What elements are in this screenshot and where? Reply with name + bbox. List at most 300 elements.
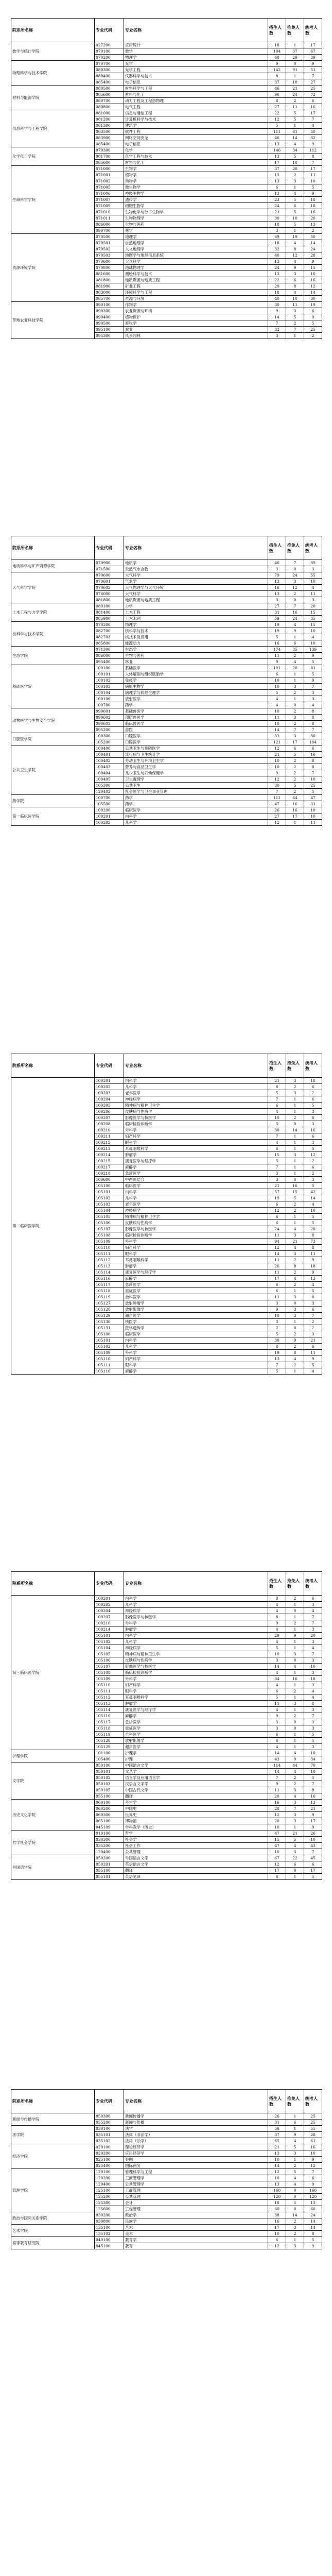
major-code: 100205 xyxy=(95,1103,124,1109)
major-code: 070601 xyxy=(95,579,124,585)
exam-count: 42 xyxy=(304,1189,322,1195)
major-code: 100102 xyxy=(95,677,124,684)
enrollment-count: 14 xyxy=(268,727,286,733)
column-header: 推免人数 xyxy=(286,2090,304,2113)
enrollment-count: 37 xyxy=(268,2132,286,2138)
enrollment-count: 7 xyxy=(268,1133,286,1140)
exam-count: 4 xyxy=(304,702,322,708)
exam-count: 9 xyxy=(304,259,322,265)
major-code: 070200 xyxy=(95,622,124,628)
exam-count: 25 xyxy=(304,783,322,789)
enrollment-count: 11 xyxy=(268,1257,286,1263)
enrollment-count: 4 xyxy=(268,1602,286,1608)
recommended-count: 1 xyxy=(286,1874,304,1880)
exam-count: 7 xyxy=(304,770,322,776)
exam-count: 24 xyxy=(304,2212,322,2218)
exam-count: 3 xyxy=(304,1670,322,1676)
major-name: 哲学 xyxy=(124,1831,268,1837)
college-name: 护理学院 xyxy=(11,1750,95,1762)
exam-count: 104 xyxy=(304,739,322,745)
enrollment-table xyxy=(11,2089,322,2249)
major-name: 内科学 xyxy=(124,1337,268,1344)
enrollment-count: 13 xyxy=(268,271,286,277)
enrollment-count: 9 xyxy=(268,1620,286,1626)
recommended-count: 4 xyxy=(286,1750,304,1756)
major-name: 生物化学与分子生物学 xyxy=(124,209,268,215)
major-code: 080800 xyxy=(95,104,124,110)
recommended-count: 2 xyxy=(286,1269,304,1276)
major-code: 076000 xyxy=(95,591,124,597)
major-name: 农业 xyxy=(124,327,268,333)
recommended-count: 35 xyxy=(286,647,304,653)
college-name: 物理科学与技术学院 xyxy=(11,61,95,86)
major-name: 动物学 xyxy=(124,178,268,184)
major-name: 外科学 xyxy=(124,1620,268,1626)
major-code: 100403 xyxy=(95,764,124,770)
enrollment-count: 7 xyxy=(268,789,286,795)
major-code: 050101 xyxy=(95,1769,124,1775)
recommended-count: 1 xyxy=(286,1707,304,1713)
major-name: 电子信息 xyxy=(124,79,268,86)
major-name: 外科学 xyxy=(124,1350,268,1356)
enrollment-count: 3 xyxy=(268,1319,286,1325)
college-name: 地质科学与矿产资源学院 xyxy=(11,560,95,572)
recommended-count: 1 xyxy=(286,1626,304,1633)
enrollment-count: 10 xyxy=(268,684,286,690)
major-name: 植物学 xyxy=(124,172,268,178)
enrollment-count: 13 xyxy=(268,172,286,178)
major-code: 100211 xyxy=(95,1133,124,1140)
major-name: 临床检验诊断学 xyxy=(124,1121,268,1127)
major-name: 大气科学 xyxy=(124,259,268,265)
college-name: 动物医学与生物安全学院 xyxy=(11,708,95,733)
major-code: 100200 xyxy=(95,807,124,814)
recommended-count: 16 xyxy=(286,609,304,616)
enrollment-count: 6 xyxy=(268,1103,286,1109)
exam-count: 10 xyxy=(304,1750,322,1756)
exam-count: 5 xyxy=(304,1362,322,1368)
major-code: 100201 xyxy=(95,1596,124,1602)
enrollment-count: 24 xyxy=(268,265,286,271)
major-name: 英语笔译 xyxy=(124,1874,268,1880)
exam-count: 50 xyxy=(304,129,322,135)
enrollment-count: 46 xyxy=(268,135,286,141)
major-code: 081300 xyxy=(95,123,124,129)
major-name: 神经病学 xyxy=(124,1208,268,1214)
column-header: 院系所名称 xyxy=(11,2090,95,2113)
exam-count: 9 xyxy=(304,191,322,197)
major-code: 070500 xyxy=(95,234,124,240)
major-name: 护理 xyxy=(124,1756,268,1762)
major-code: 100202 xyxy=(95,1602,124,1608)
major-name: 肿瘤学 xyxy=(124,1263,268,1269)
major-name: 资源与环境 xyxy=(124,296,268,302)
major-name: 大气科学 xyxy=(124,572,268,579)
recommended-count: 2 xyxy=(286,1331,304,1337)
table-row xyxy=(11,708,322,715)
enrollment-count: 3 xyxy=(268,333,286,339)
recommended-count: 9 xyxy=(286,2132,304,2138)
exam-count: 43 xyxy=(304,1843,322,1849)
exam-count: 12 xyxy=(304,283,322,290)
major-code: 105112 xyxy=(95,1257,124,1263)
recommended-count: 0 xyxy=(286,566,304,572)
exam-count: 55 xyxy=(304,2126,322,2132)
major-code: 083500 xyxy=(95,129,124,135)
major-code: 120100 xyxy=(95,2169,124,2175)
enrollment-count: 5 xyxy=(268,123,286,129)
enrollment-count: 174 xyxy=(268,647,286,653)
enrollment-count: 12 xyxy=(268,745,286,752)
exam-count: 9 xyxy=(304,677,322,684)
recommended-count: 1 xyxy=(286,1614,304,1620)
table-row xyxy=(11,2212,322,2218)
major-name: 美术 xyxy=(124,2231,268,2237)
enrollment-count: 21 xyxy=(268,1183,286,1189)
exam-count: 8 xyxy=(304,1294,322,1300)
exam-count: 120 xyxy=(304,2194,322,2200)
exam-count: 14 xyxy=(304,290,322,296)
recommended-count: 1 xyxy=(286,634,304,640)
recommended-count: 2 xyxy=(286,2231,304,2237)
enrollment-count: 13 xyxy=(268,191,286,197)
major-code: 105107 xyxy=(95,1664,124,1670)
recommended-count: 1 xyxy=(286,1694,304,1701)
exam-count: 10 xyxy=(304,1769,322,1775)
recommended-count: 5 xyxy=(286,1195,304,1201)
major-name: 理论经济学 xyxy=(124,2144,268,2150)
recommended-count: 1 xyxy=(286,42,304,48)
table-row xyxy=(11,1762,322,1769)
major-code: 082700 xyxy=(95,628,124,634)
enrollment-count: 13 xyxy=(268,178,286,184)
exam-count: 73 xyxy=(304,1239,322,1245)
major-code: 105117 xyxy=(95,1282,124,1288)
major-code: 100106 xyxy=(95,696,124,702)
major-name: 内科学 xyxy=(124,1596,268,1602)
exam-count: 9 xyxy=(304,61,322,67)
exam-count: 10 xyxy=(304,1664,322,1670)
recommended-count: 2 xyxy=(286,776,304,783)
major-name: 流行病与卫生统计学 xyxy=(124,752,268,758)
major-code: 105119 xyxy=(95,1732,124,1738)
major-code: 105102 xyxy=(95,1639,124,1645)
major-name: 急诊医学 xyxy=(124,1719,268,1725)
recommended-count: 21 xyxy=(286,1239,304,1245)
exam-count: 11 xyxy=(304,172,322,178)
enrollment-count: 4 xyxy=(268,1707,286,1713)
exam-count: 5 xyxy=(304,1103,322,1109)
exam-count: 10 xyxy=(304,1837,322,1843)
recommended-count: 3 xyxy=(286,1849,304,1855)
major-name: 内科学 xyxy=(124,814,268,820)
major-name: 基础兽医学 xyxy=(124,708,268,715)
major-code: 035102 xyxy=(95,2138,124,2144)
major-name: 农业资源与环境 xyxy=(124,308,268,314)
major-code: 090400 xyxy=(95,314,124,320)
recommended-count: 1 xyxy=(286,184,304,191)
enrollment-count: 16 xyxy=(268,640,286,647)
exam-count: 6 xyxy=(304,1096,322,1103)
college-name: 管理学院 xyxy=(11,2169,95,2212)
exam-count: 16 xyxy=(304,752,322,758)
table-row xyxy=(11,603,322,609)
enrollment-count: 31 xyxy=(268,2120,286,2126)
major-code: 100207 xyxy=(95,1115,124,1121)
major-name: 信息与通信工程 xyxy=(124,110,268,116)
recommended-count: 6 xyxy=(286,203,304,209)
recommended-count: 1 xyxy=(286,1639,304,1645)
recommended-count: 1 xyxy=(286,1164,304,1171)
recommended-count: 3 xyxy=(286,1818,304,1824)
exam-count: 112 xyxy=(304,147,322,154)
column-header: 统考人数 xyxy=(304,19,322,42)
recommended-count: 6 xyxy=(286,2120,304,2126)
major-code: 080700 xyxy=(95,98,124,104)
major-code: 105114 xyxy=(95,1707,124,1713)
table-row xyxy=(11,2169,322,2175)
major-name: 地球物理学 xyxy=(124,265,268,271)
exam-count: 17 xyxy=(304,1818,322,1824)
major-name: 中国古代文学 xyxy=(124,1787,268,1793)
major-name: 新闻传播学 xyxy=(124,2113,268,2120)
recommended-count: 1 xyxy=(286,1602,304,1608)
major-code: 100201 xyxy=(95,1078,124,1084)
major-code: 105116 xyxy=(95,1276,124,1282)
enrollment-count: 10 xyxy=(268,1313,286,1319)
table-row xyxy=(11,1596,322,1602)
major-code: 125300 xyxy=(95,2200,124,2206)
major-code: 090300 xyxy=(95,308,124,314)
enrollment-count: 14 xyxy=(268,1769,286,1775)
enrollment-count: 11 xyxy=(268,1232,286,1239)
recommended-count: 1 xyxy=(286,1645,304,1651)
enrollment-count: 9 xyxy=(268,308,286,314)
recommended-count: 0 xyxy=(286,1177,304,1183)
recommended-count: 2 xyxy=(286,1688,304,1694)
recommended-count: 2 xyxy=(286,1620,304,1626)
major-name: 艺术 xyxy=(124,2225,268,2231)
recommended-count: 3 xyxy=(286,178,304,184)
recommended-count: 5 xyxy=(286,197,304,203)
exam-count: 4 xyxy=(304,1201,322,1208)
enrollment-count: 13 xyxy=(268,141,286,147)
exam-count: 2 xyxy=(304,1158,322,1164)
recommended-count: 4 xyxy=(286,1356,304,1362)
major-name: 仪器科学与技术 xyxy=(124,73,268,79)
recommended-count: 21 xyxy=(286,1831,304,1837)
major-name: 康复医学与理疗学 xyxy=(124,1269,268,1276)
exam-count: 5 xyxy=(304,1183,322,1189)
enrollment-count: 37 xyxy=(268,79,286,86)
recommended-count: 5 xyxy=(286,209,304,215)
major-code: 105112 xyxy=(95,1694,124,1701)
exam-count: 11 xyxy=(304,1251,322,1257)
major-code: 085400 xyxy=(95,141,124,147)
recommended-count: 0 xyxy=(286,2206,304,2212)
major-code: 081000 xyxy=(95,110,124,116)
exam-count: 28 xyxy=(304,2132,322,2138)
enrollment-count: 8 xyxy=(268,98,286,104)
major-name: 材料科学与工程 xyxy=(124,86,268,92)
college-name: 公共卫生学院 xyxy=(11,745,95,795)
major-code: 095300 xyxy=(95,333,124,339)
exam-count: 5 xyxy=(304,1146,322,1152)
recommended-count: 16 xyxy=(286,807,304,814)
major-code: 086000 xyxy=(95,653,124,659)
major-code: 071010 xyxy=(95,209,124,215)
major-name: 博物馆 xyxy=(124,1818,268,1824)
exam-count: 4 xyxy=(304,1368,322,1375)
enrollment-count: 21 xyxy=(268,1078,286,1084)
major-name: 林业 xyxy=(124,659,268,665)
recommended-count: 8 xyxy=(286,283,304,290)
major-name: 耳鼻咽喉科学 xyxy=(124,1694,268,1701)
major-name: 儿少卫生与妇幼保健学 xyxy=(124,770,268,776)
column-header: 招生人数 xyxy=(268,19,286,42)
enrollment-count: 4 xyxy=(268,1744,286,1750)
exam-count: 6 xyxy=(304,745,322,752)
enrollment-count: 19 xyxy=(268,1195,286,1201)
exam-count: 15 xyxy=(304,609,322,616)
major-code: 100208 xyxy=(95,1121,124,1127)
enrollment-count: 15 xyxy=(268,1837,286,1843)
major-name: 遗传学 xyxy=(124,197,268,203)
enrollment-count: 6 xyxy=(268,1288,286,1294)
enrollment-count: 12 xyxy=(268,820,286,826)
major-code: 080500 xyxy=(95,86,124,92)
exam-count: 30 xyxy=(304,296,322,302)
exam-count: 6 xyxy=(304,1861,322,1868)
enrollment-count: 26 xyxy=(268,2113,286,2120)
enrollment-count: 30 xyxy=(268,215,286,222)
table-row xyxy=(11,733,322,739)
major-name: 建筑学 xyxy=(124,123,268,129)
major-code: 100103 xyxy=(95,684,124,690)
enrollment-count: 11 xyxy=(268,653,286,659)
exam-count: 6 xyxy=(304,1596,322,1602)
enrollment-count: 22 xyxy=(268,277,286,283)
exam-count: 6 xyxy=(304,1344,322,1350)
exam-count: 9 xyxy=(304,1824,322,1831)
enrollment-count: 18 xyxy=(268,240,286,246)
college-name: 信息科学与工程学院 xyxy=(11,110,95,147)
major-name: 康复医学与理疗学 xyxy=(124,1707,268,1713)
major-code: 050105 xyxy=(95,1787,124,1793)
exam-count: 5 xyxy=(304,2237,322,2243)
recommended-count: 2 xyxy=(286,320,304,327)
exam-count: 14 xyxy=(304,1195,322,1201)
major-code: 070502 xyxy=(95,246,124,252)
recommended-count: 1 xyxy=(286,1103,304,1109)
major-code: 105108 xyxy=(95,1232,124,1239)
recommended-count: 19 xyxy=(286,234,304,240)
recommended-count: 5 xyxy=(286,314,304,320)
major-code: 100202 xyxy=(95,1084,124,1090)
major-code: 105129 xyxy=(95,1313,124,1319)
exam-count: 11 xyxy=(304,820,322,826)
enrollment-count: 21 xyxy=(268,2144,286,2150)
enrollment-count: 14 xyxy=(268,314,286,320)
exam-count: 4 xyxy=(304,123,322,129)
recommended-count: 20 xyxy=(286,665,304,671)
enrollment-count: 10 xyxy=(268,2231,286,2237)
major-name: 畜牧学 xyxy=(124,320,268,327)
major-name: 民族学 xyxy=(124,2218,268,2225)
recommended-count: 1 xyxy=(286,1171,304,1177)
recommended-count: 17 xyxy=(286,814,304,820)
exam-count: 2 xyxy=(304,1090,322,1096)
recommended-count: 16 xyxy=(286,801,304,807)
column-header: 招生人数 xyxy=(268,1054,286,1078)
enrollment-count: 9 xyxy=(268,1713,286,1719)
enrollment-count: 6 xyxy=(268,1146,286,1152)
major-code: 081600 xyxy=(95,271,124,277)
enrollment-count: 16 xyxy=(268,585,286,591)
recommended-count: 3 xyxy=(286,2150,304,2157)
exam-count: 6 xyxy=(304,2175,322,2181)
enrollment-count: 37 xyxy=(268,166,286,172)
major-name: 基础医学 xyxy=(124,665,268,671)
exam-count: 20 xyxy=(304,1226,322,1232)
enrollment-count: 30 xyxy=(268,1337,286,1344)
major-code: 105113 xyxy=(95,1263,124,1269)
recommended-count: 4 xyxy=(286,290,304,296)
enrollment-count: 9 xyxy=(268,1307,286,1313)
major-name: 生态学 xyxy=(124,647,268,653)
major-name: 中国史 xyxy=(124,1806,268,1812)
major-code: 070800 xyxy=(95,265,124,271)
major-name: 临床医学 xyxy=(124,1331,268,1337)
exam-count: 70 xyxy=(304,1762,322,1769)
major-name: 气象学 xyxy=(124,579,268,585)
major-name: 内科学 xyxy=(124,1633,268,1639)
major-name: 光学工程 xyxy=(124,67,268,73)
major-code: 100400 xyxy=(95,745,124,752)
major-code: 060100 xyxy=(95,1800,124,1806)
major-name: 生物与医药 xyxy=(124,222,268,228)
major-name: 影像医学与核医学 xyxy=(124,1614,268,1620)
major-name: 地质资源与地质工程 xyxy=(124,597,268,603)
recommended-count: 2 xyxy=(286,789,304,795)
major-name: 教育学 xyxy=(124,2237,268,2243)
table-row xyxy=(11,572,322,579)
exam-count: 5 xyxy=(304,1775,322,1781)
exam-count: 50 xyxy=(304,234,322,240)
major-code: 100202 xyxy=(95,820,124,826)
exam-count: 3 xyxy=(304,1725,322,1732)
enrollment-count: 4 xyxy=(268,696,286,702)
exam-count: 8 xyxy=(304,758,322,764)
recommended-count: 2 xyxy=(286,2218,304,2225)
major-code: 080400 xyxy=(95,73,124,79)
major-code: 090700 xyxy=(95,228,124,234)
recommended-count: 2 xyxy=(286,690,304,696)
major-name: 化学 xyxy=(124,147,268,154)
major-code: 070600 xyxy=(95,259,124,265)
major-name: 卫生毒理学 xyxy=(124,776,268,783)
recommended-count: 2 xyxy=(286,1781,304,1787)
exam-count: 5 xyxy=(304,789,322,795)
exam-count: 3 xyxy=(304,696,322,702)
major-name: 光学 xyxy=(124,61,268,67)
exam-count: 14 xyxy=(304,2218,322,2225)
recommended-count: 0 xyxy=(286,1657,304,1664)
major-name: 外国语言文学 xyxy=(124,1855,268,1861)
college-name: 政治与国际关系学院 xyxy=(11,2212,95,2225)
enrollment-count: 47 xyxy=(268,1843,286,1849)
exam-count: 17 xyxy=(304,42,322,48)
